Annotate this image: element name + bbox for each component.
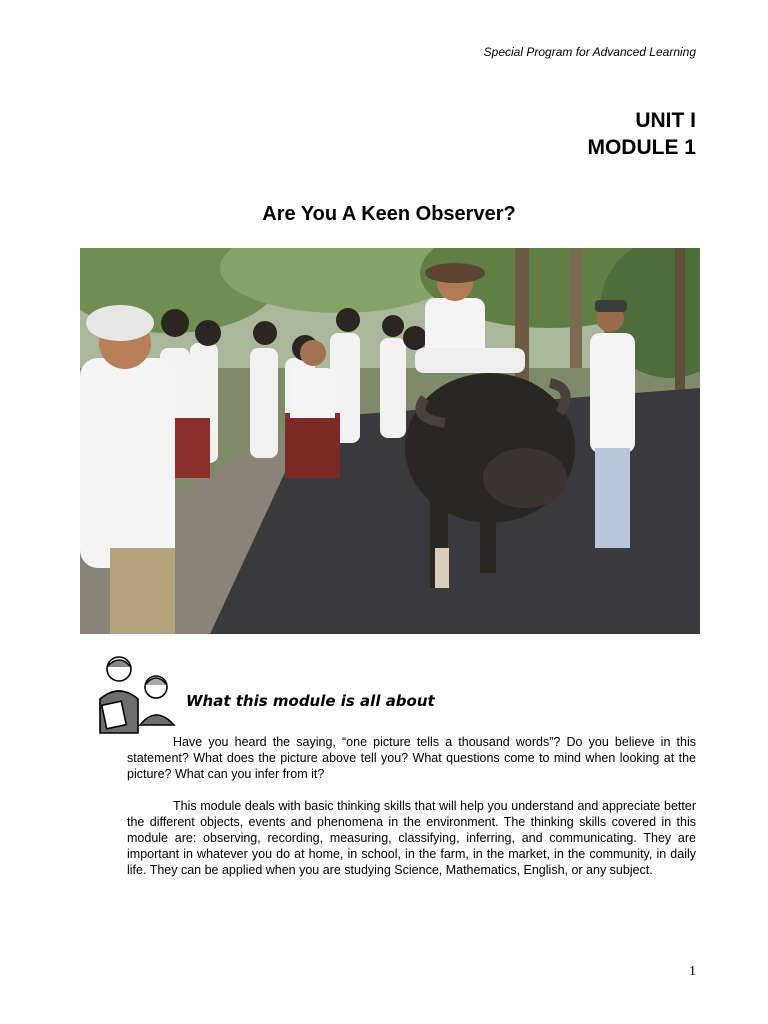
- paragraph-skills: This module deals with basic thinking skills that will help you understand and appreciate better the different objects, events and phenomena in the environment. The thinking skills covered in this module are: observing, recording, measuring, classifying, inferring, and communicating. They are important in whatever you do at home, in school, in the farm, in the market, in the community, in daily life. They can be applied when you are studying Science, Mathematics, English, or any subject.: [127, 799, 696, 877]
- unit-module-block: [587, 107, 696, 161]
- module-description: [127, 734, 696, 894]
- module-label: MODULE 1: [587, 136, 696, 159]
- page-title: Are You A Keen Observer?: [262, 203, 516, 225]
- page-number: 1: [689, 964, 696, 979]
- photo-illustration: [80, 248, 700, 634]
- paragraph-intro: Have you heard the saying, “one picture tells a thousand words”? Do you believe in this statement? What does the picture above tell you? What questions come to mind when looking at the picture? What can you infer from it?: [127, 735, 696, 781]
- section-heading: What this module is all about: [186, 692, 435, 710]
- unit-label: UNIT I: [635, 109, 696, 132]
- header-program-name: Special Program for Advanced Learning: [483, 45, 696, 59]
- two-students-icon: [92, 653, 178, 735]
- carabao-photo: [80, 248, 700, 634]
